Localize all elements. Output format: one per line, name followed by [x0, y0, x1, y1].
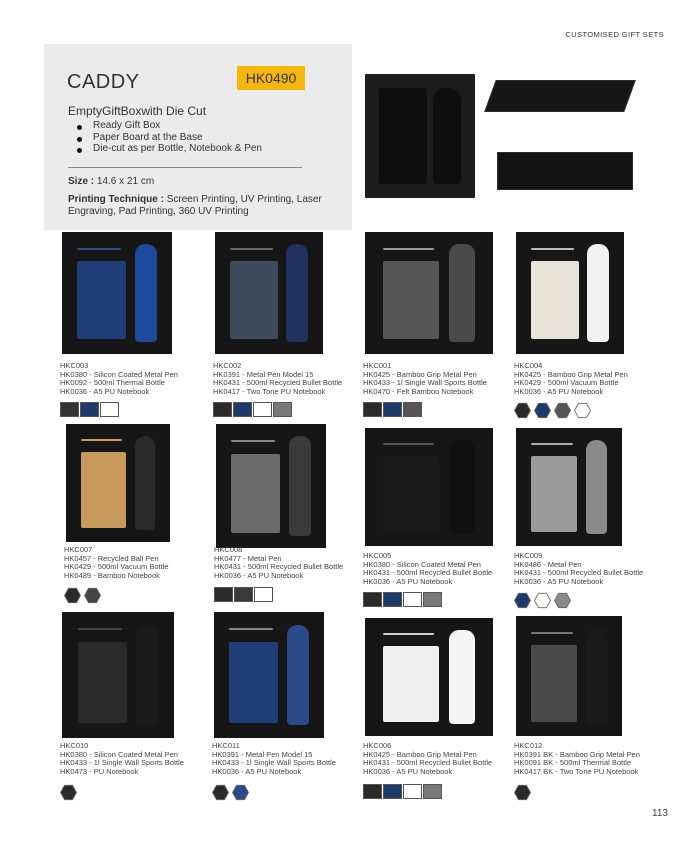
product-caption — [363, 552, 492, 586]
product-component: HK0431 - 500ml Recycled Bullet Bottle — [363, 568, 493, 578]
color-swatches — [514, 784, 531, 801]
product-component: HK0036 - A5 PU Notebook — [212, 766, 302, 776]
color-swatch-square[interactable] — [234, 587, 253, 602]
product-component: HK0391 - Metal Pen Model 15 — [212, 749, 313, 759]
color-swatches — [212, 784, 249, 801]
color-swatch-square[interactable] — [423, 592, 442, 607]
pen-illustration — [229, 628, 273, 630]
pen-illustration — [77, 248, 121, 250]
pen-illustration — [531, 248, 574, 250]
product-caption — [64, 546, 169, 580]
product-component: HK0036 - A5 PU Notebook — [514, 386, 604, 396]
color-swatch-hex[interactable] — [84, 587, 101, 604]
feature-item: Ready Gift Box — [77, 120, 262, 132]
color-swatch-hex[interactable] — [554, 592, 571, 609]
product-code: HKC008 — [214, 545, 243, 554]
color-swatch-square[interactable] — [254, 587, 273, 602]
color-swatch-square[interactable] — [423, 784, 442, 799]
notebook-illustration — [229, 642, 277, 723]
feature-item: Die-cut as per Bottle, Notebook & Pen — [77, 143, 262, 155]
bottle-illustration — [289, 436, 311, 535]
product-caption — [212, 742, 336, 776]
bottle-illustration — [136, 625, 158, 726]
product-title: CADDY — [67, 71, 140, 93]
product-component: HK0477 - Metal Pen — [214, 553, 282, 563]
product-component: HK0425 - Bamboo Grip Metal Pen — [363, 369, 477, 379]
product-photo — [216, 424, 326, 548]
feature-list — [77, 120, 262, 155]
product-component: HK0036 - A5 PU Notebook — [214, 570, 304, 580]
product-photo — [516, 616, 622, 736]
notebook-illustration — [230, 261, 278, 339]
color-swatch-square[interactable] — [363, 592, 382, 607]
product-component: HK0425 - Bamboo Grip Metal Pen — [363, 749, 477, 759]
product-component: HK0433 - 1l Single Wall Sports Bottle — [60, 758, 184, 768]
color-swatch-square[interactable] — [383, 784, 402, 799]
product-component: HK0489 - Bamboo Notebook — [64, 570, 160, 580]
notebook-illustration — [383, 646, 439, 722]
color-swatch-square[interactable] — [60, 402, 79, 417]
product-component: HK0457 - Recycled Ball Pen — [64, 553, 159, 563]
size-label: Size : — [68, 176, 95, 187]
bottle-illustration — [449, 244, 475, 342]
product-component: HK0470 - Felt Bamboo Notebook — [363, 386, 474, 396]
product-photo — [66, 424, 170, 542]
color-swatch-square[interactable] — [383, 592, 402, 607]
page-number: 113 — [652, 808, 668, 819]
product-component: HK0417 - Two Tone PU Notebook — [213, 386, 326, 396]
notebook-illustration — [531, 261, 579, 339]
technique-value: Screen Printing, UV Printing, Laser Engraving, Pad Printing, 360 UV Printing — [68, 194, 322, 217]
product-component: HK0380 - Silicon Coated Metal Pen — [363, 559, 481, 569]
notebook-illustration — [231, 454, 279, 533]
feature-item: Paper Board at the Base — [77, 132, 262, 144]
product-code: HKC012 — [514, 741, 543, 750]
product-photo — [516, 428, 622, 546]
product-component: HK0429 - 500ml Vacuum Bottle — [64, 562, 169, 572]
pen-illustration — [78, 628, 123, 630]
notebook-illustration — [531, 456, 578, 532]
pen-illustration — [531, 443, 573, 445]
product-caption — [60, 362, 178, 396]
color-swatch-square[interactable] — [383, 402, 402, 417]
product-component: HK0092 - 500ml Thermal Bottle — [60, 378, 165, 388]
color-swatch-hex[interactable] — [232, 784, 249, 801]
notebook-illustration — [531, 645, 578, 722]
pen-illustration — [383, 248, 434, 250]
product-code: HKC006 — [363, 741, 392, 750]
color-swatches — [363, 402, 422, 417]
product-component: HK0431 - 500ml Recycled Bullet Bottle — [514, 568, 644, 578]
color-swatch-square[interactable] — [363, 402, 382, 417]
product-component: HK0473 - PU Notebook — [60, 766, 139, 776]
color-swatch-hex[interactable] — [514, 402, 531, 419]
bottle-illustration — [586, 440, 607, 534]
color-swatches — [363, 784, 442, 799]
color-swatch-square[interactable] — [253, 402, 272, 417]
product-component: HK0417 BK - Two Tone PU Notebook — [514, 766, 639, 776]
product-component: HK0429 - 500ml Vacuum Bottle — [514, 378, 619, 388]
pen-illustration — [383, 633, 434, 635]
pen-illustration — [231, 440, 275, 442]
color-swatch-square[interactable] — [80, 402, 99, 417]
product-component: HK0380 - Silicon Coated Metal Pen — [60, 749, 178, 759]
color-swatch-hex[interactable] — [534, 402, 551, 419]
product-photo — [365, 232, 493, 354]
section-label: CUSTOMISED GIFT SETS — [565, 30, 664, 39]
feature-panel — [44, 44, 352, 230]
product-code: HKC002 — [213, 361, 242, 370]
product-component: HK0036 - A5 PU Notebook — [363, 766, 453, 776]
color-swatch-square[interactable] — [403, 784, 422, 799]
product-component: HK0036 - A5 PU Notebook — [514, 576, 604, 586]
notebook-illustration — [383, 456, 439, 532]
color-swatch-hex[interactable] — [574, 402, 591, 419]
product-caption — [363, 742, 492, 776]
pen-illustration — [531, 632, 573, 634]
bottle-illustration — [449, 630, 475, 724]
product-component: HK0425 - Bamboo Grip Metal Pen — [514, 369, 628, 379]
color-swatches — [213, 402, 292, 417]
product-photo — [62, 612, 174, 738]
color-swatch-hex[interactable] — [60, 784, 77, 801]
color-swatch-hex[interactable] — [514, 784, 531, 801]
notebook-illustration — [78, 642, 127, 723]
bottle-illustration — [286, 244, 308, 342]
product-code-badge: HK0490 — [237, 66, 305, 90]
product-code: HKC004 — [514, 361, 543, 370]
product-caption — [363, 362, 487, 396]
bottle-illustration — [135, 436, 156, 530]
color-swatches — [514, 402, 591, 419]
color-swatch-hex[interactable] — [212, 784, 229, 801]
product-component: HK0380 - Silicon Coated Metal Pen — [60, 369, 178, 379]
color-swatch-square[interactable] — [403, 592, 422, 607]
product-code: HKC003 — [60, 361, 89, 370]
color-swatches — [64, 587, 101, 604]
pen-illustration — [383, 443, 434, 445]
technique-label: Printing Technique : — [68, 194, 164, 205]
product-component: HK0433 - 1l Single Wall Sports Bottle — [212, 758, 336, 768]
printing-technique-spec — [68, 194, 338, 217]
notebook-illustration — [81, 452, 127, 528]
product-component: HK0433 - 1l Single Wall Sports Bottle — [363, 378, 487, 388]
size-spec — [68, 176, 154, 187]
color-swatch-square[interactable] — [100, 402, 119, 417]
product-photo — [365, 618, 493, 736]
product-photo — [214, 612, 324, 738]
color-swatch-square[interactable] — [233, 402, 252, 417]
product-component: HK0391 BK - Bamboo Grip Metal Pen — [514, 749, 640, 759]
color-swatch-square[interactable] — [213, 402, 232, 417]
product-subtitle: EmptyGiftBoxwith Die Cut — [68, 104, 207, 118]
product-photo — [365, 428, 493, 546]
color-swatches — [514, 592, 571, 609]
color-swatch-hex[interactable] — [64, 587, 81, 604]
product-component: HK0486 - Metal Pen — [514, 559, 582, 569]
product-caption — [214, 546, 343, 580]
color-swatches — [60, 402, 119, 417]
bottle-illustration — [135, 244, 157, 342]
empty-gift-box-photo — [365, 74, 475, 198]
product-code: HKC011 — [212, 741, 240, 750]
product-code: HKC010 — [60, 741, 89, 750]
product-code: HKC001 — [363, 361, 392, 370]
color-swatch-square[interactable] — [273, 402, 292, 417]
color-swatch-hex[interactable] — [534, 592, 551, 609]
product-component: HK0391 - Metal Pen Model 15 — [213, 369, 314, 379]
bottle-illustration — [287, 625, 309, 726]
product-caption — [514, 552, 643, 586]
color-swatch-square[interactable] — [403, 402, 422, 417]
bottle-illustration — [449, 440, 475, 534]
pen-illustration — [81, 439, 123, 441]
pen-illustration — [230, 248, 273, 250]
product-photo — [62, 232, 172, 354]
product-component: HK0036 - A5 PU Notebook — [60, 386, 150, 396]
product-component: HK0431 - 500ml Recycled Bullet Bottle — [214, 562, 344, 572]
color-swatch-hex[interactable] — [554, 402, 571, 419]
notebook-illustration — [77, 261, 125, 339]
color-swatch-square[interactable] — [363, 784, 382, 799]
color-swatch-square[interactable] — [214, 587, 233, 602]
product-code: HKC007 — [64, 545, 93, 554]
product-component: HK0431 - 500ml Recycled Bullet Bottle — [363, 758, 493, 768]
product-caption — [213, 362, 342, 396]
product-component: HK0431 - 500ml Recycled Bullet Bottle — [213, 378, 343, 388]
size-value: 14.6 x 21 cm — [96, 176, 155, 187]
product-component: HK0091 BK - 500ml Thermal Bottle — [514, 758, 632, 768]
notebook-illustration — [383, 261, 439, 339]
product-photo — [215, 232, 323, 354]
bottle-illustration — [586, 628, 607, 724]
product-photo — [516, 232, 624, 354]
product-code: HKC009 — [514, 551, 543, 560]
product-caption — [514, 742, 640, 776]
bottle-illustration — [587, 244, 609, 342]
color-swatches — [214, 587, 273, 602]
color-swatches — [363, 592, 442, 607]
open-box-lid-photo — [484, 80, 636, 112]
color-swatches — [60, 784, 77, 801]
product-code: HKC005 — [363, 551, 392, 560]
panel-divider — [68, 167, 302, 168]
closed-box-photo — [497, 152, 633, 190]
color-swatch-hex[interactable] — [514, 592, 531, 609]
product-caption — [514, 362, 628, 396]
product-caption — [60, 742, 184, 776]
product-component: HK0036 - A5 PU Notebook — [363, 576, 453, 586]
